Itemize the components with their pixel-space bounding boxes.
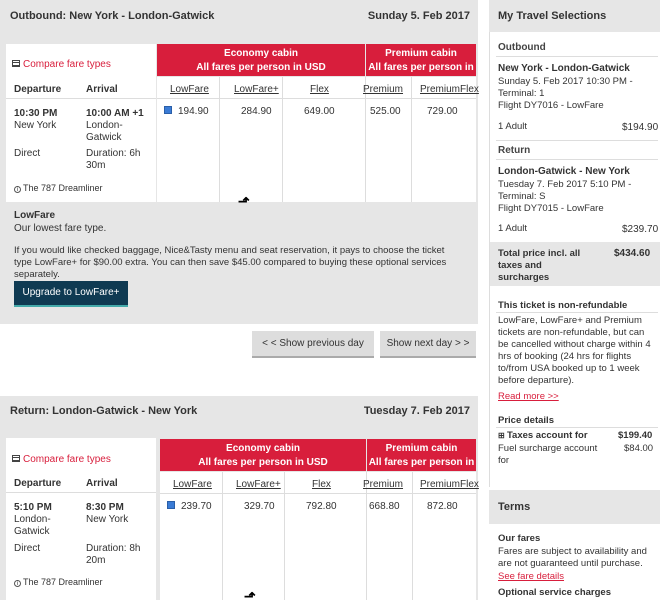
divider [222,472,223,600]
return-col-flex[interactable]: Flex [312,479,331,490]
economy-sub: All fares per person in USD [198,457,328,468]
show-next-day-button[interactable]: Show next day > > [380,331,476,358]
divider [284,472,285,600]
read-more-link[interactable]: Read more >> [498,391,559,402]
economy-cabin-header [157,44,365,76]
return-price-lowfare-plus[interactable]: 329.70 [244,501,275,512]
show-previous-day-button[interactable]: < < Show previous day [252,331,374,358]
info-icon: i [14,580,21,587]
taxes-value: $199.40 [618,430,653,441]
return-price-flex[interactable]: 792.80 [306,501,337,512]
economy-title: Economy cabin [226,443,300,454]
outbound-duration: Duration: 6h 30m [86,148,141,171]
upgrade-button[interactable]: Upgrade to LowFare+ [14,281,128,307]
return-dep-city: London-Gatwick [14,514,51,537]
return-col-premium[interactable]: Premium [363,479,404,490]
sidebar-outbound-flight: Flight DY7016 - LowFare [498,100,604,111]
info-icon: i [14,186,21,193]
sidebar-outbound-label: Outbound [498,42,546,53]
aircraft-label: The 787 Dreamliner [23,577,103,587]
compare-icon [12,455,20,462]
sidebar-outbound-details: Sunday 5. Feb 2017 10:30 PM - Terminal: 1 [498,76,633,99]
premium-title: Premium cabin [385,48,457,59]
return-economy-cabin-header [160,439,366,471]
divider [157,98,476,99]
divider [365,77,366,202]
col-flex[interactable]: Flex [310,84,329,95]
outbound-price-flex[interactable]: 649.00 [304,106,335,117]
divider [496,427,658,428]
outbound-col-arrival: Arrival [86,84,118,95]
nonref-title: This ticket is non-refundable [498,300,628,311]
return-col-departure: Departure [14,478,62,489]
col-premiumflex[interactable]: PremiumFlex [420,84,479,95]
col-lowfare[interactable]: LowFare [170,84,209,95]
taxes-label: Taxes account for [506,430,588,441]
fares-text: Fares are subject to availability and are not guaranteed until purchase. [498,546,647,569]
sidebar-return-details: Tuesday 7. Feb 2017 5:10 PM - Terminal: S [498,179,632,202]
selected-radio-icon[interactable] [167,501,175,509]
premium-title: Premium cabin [385,443,458,454]
sidebar-return-pax: 1 Adult [498,223,528,234]
premium-sub: All fares per person in [368,457,475,468]
return-arr-city: New York [86,514,129,525]
divider [6,492,156,493]
return-col-premiumflex[interactable]: PremiumFlex [420,479,479,490]
divider [282,77,283,202]
sidebar-return-label: Return [498,145,531,156]
return-premium-cabin-header [367,439,476,471]
divider [496,140,658,141]
economy-sub: All fares per person in USD [196,62,326,73]
sidebar-outbound-price: $194.90 [622,122,659,133]
sidebar-total-price: $434.60 [614,248,651,259]
return-compare-link[interactable] [12,454,111,465]
sidebar-outbound-pax: 1 Adult [498,121,528,132]
outbound-price-lowfare[interactable] [164,106,209,117]
return-aircraft[interactable] [14,577,103,587]
outbound-dep-time: 10:30 PM [14,108,58,119]
pointer-arrow-icon: ⬏ [238,193,250,209]
outbound-arr-city: London-Gatwick [86,120,123,143]
col-lowfare-plus[interactable]: LowFare+ [234,84,279,95]
divider [496,312,658,313]
return-price-premium[interactable]: 668.80 [369,501,400,512]
divider [411,77,412,202]
taxes-row[interactable] [498,430,588,441]
outbound-price-grid [157,77,476,202]
divider [412,472,413,600]
outbound-price-premiumflex[interactable]: 729.00 [427,106,458,117]
sidebar-return-route: London-Gatwick - New York [498,166,630,177]
divider [366,472,367,600]
fuel-value: $84.00 [624,443,654,454]
outbound-col-departure: Departure [14,84,62,95]
fare-details-link[interactable]: See fare details [498,571,565,582]
outbound-dep-city: New York [14,120,57,131]
premium-cabin-header [366,44,476,76]
sidebar-return-flight: Flight DY7015 - LowFare [498,203,604,214]
sidebar-title: My Travel Selections [498,10,607,22]
sidebar-total-label: Total price incl. all taxes and surcharges [498,248,581,283]
fuel-label: Fuel surcharge account for [498,443,598,466]
return-dep-time: 5:10 PM [14,502,52,513]
economy-title: Economy cabin [224,48,298,59]
return-col-lowfare[interactable]: LowFare [173,479,212,490]
price-details-title: Price details [498,415,554,426]
fare-info-title: LowFare [14,210,56,221]
selected-radio-icon[interactable] [164,106,172,114]
pointer-arrow-icon: ⬏ [244,588,256,600]
sidebar-outbound-route: New York - London-Gatwick [498,63,630,74]
price-value: 194.90 [178,106,209,117]
return-date: Tuesday 7. Feb 2017 [363,405,470,417]
col-premium[interactable]: Premium [363,84,404,95]
sidebar-return-price: $239.70 [622,224,659,235]
return-stops: Direct [14,543,41,554]
outbound-arr-time: 10:00 AM +1 [86,108,144,119]
premium-sub: All fares per person in [368,62,474,73]
outbound-aircraft[interactable] [14,183,103,193]
divider [219,77,220,202]
outbound-stops: Direct [14,148,41,159]
compare-icon [12,60,20,67]
price-value: 239.70 [181,501,212,512]
terms-title: Terms [498,501,531,513]
outbound-title: Outbound: New York - London-Gatwick [10,10,215,22]
outbound-price-lowfare-plus[interactable]: 284.90 [241,106,272,117]
divider [160,493,476,494]
divider [496,159,658,160]
return-title: Return: London-Gatwick - New York [10,405,198,417]
fare-info-subtitle: Our lowest fare type. [14,223,107,234]
return-col-lowfare-plus[interactable]: LowFare+ [236,479,281,490]
compare-label: Compare fare types [23,454,111,465]
our-fares-title: Our fares [498,533,541,544]
nonref-text: LowFare, LowFare+ and Premium tickets are non-refundable, but can be cancelled without charge within 4 hrs of booking (24 hrs for flights to/from USA booked up to 1 week before departure). [498,315,651,386]
return-price-lowfare[interactable] [167,501,212,512]
aircraft-label: The 787 Dreamliner [23,183,103,193]
outbound-compare-link[interactable] [12,59,111,70]
compare-label: Compare fare types [23,59,111,70]
divider [496,56,658,57]
fare-info-text: If you would like checked baggage, Nice&Tasty menu and seat reservation, it pays to choose the ticket type LowFare+ for $90.00 extra. You can then save $45.00 compared to buying these optional services separately. [14,245,447,280]
expand-plus-icon: ⊞ [498,431,507,440]
outbound-date: Sunday 5. Feb 2017 [367,10,470,22]
outbound-price-premium[interactable]: 525.00 [370,106,401,117]
divider [6,98,156,99]
return-arr-time: 8:30 PM [86,502,124,513]
return-col-arrival: Arrival [86,478,118,489]
return-price-premiumflex[interactable]: 872.80 [427,501,458,512]
return-duration: Duration: 8h 20m [86,543,141,566]
return-price-grid [160,472,476,600]
optional-charges-title: Optional service charges [498,587,611,598]
